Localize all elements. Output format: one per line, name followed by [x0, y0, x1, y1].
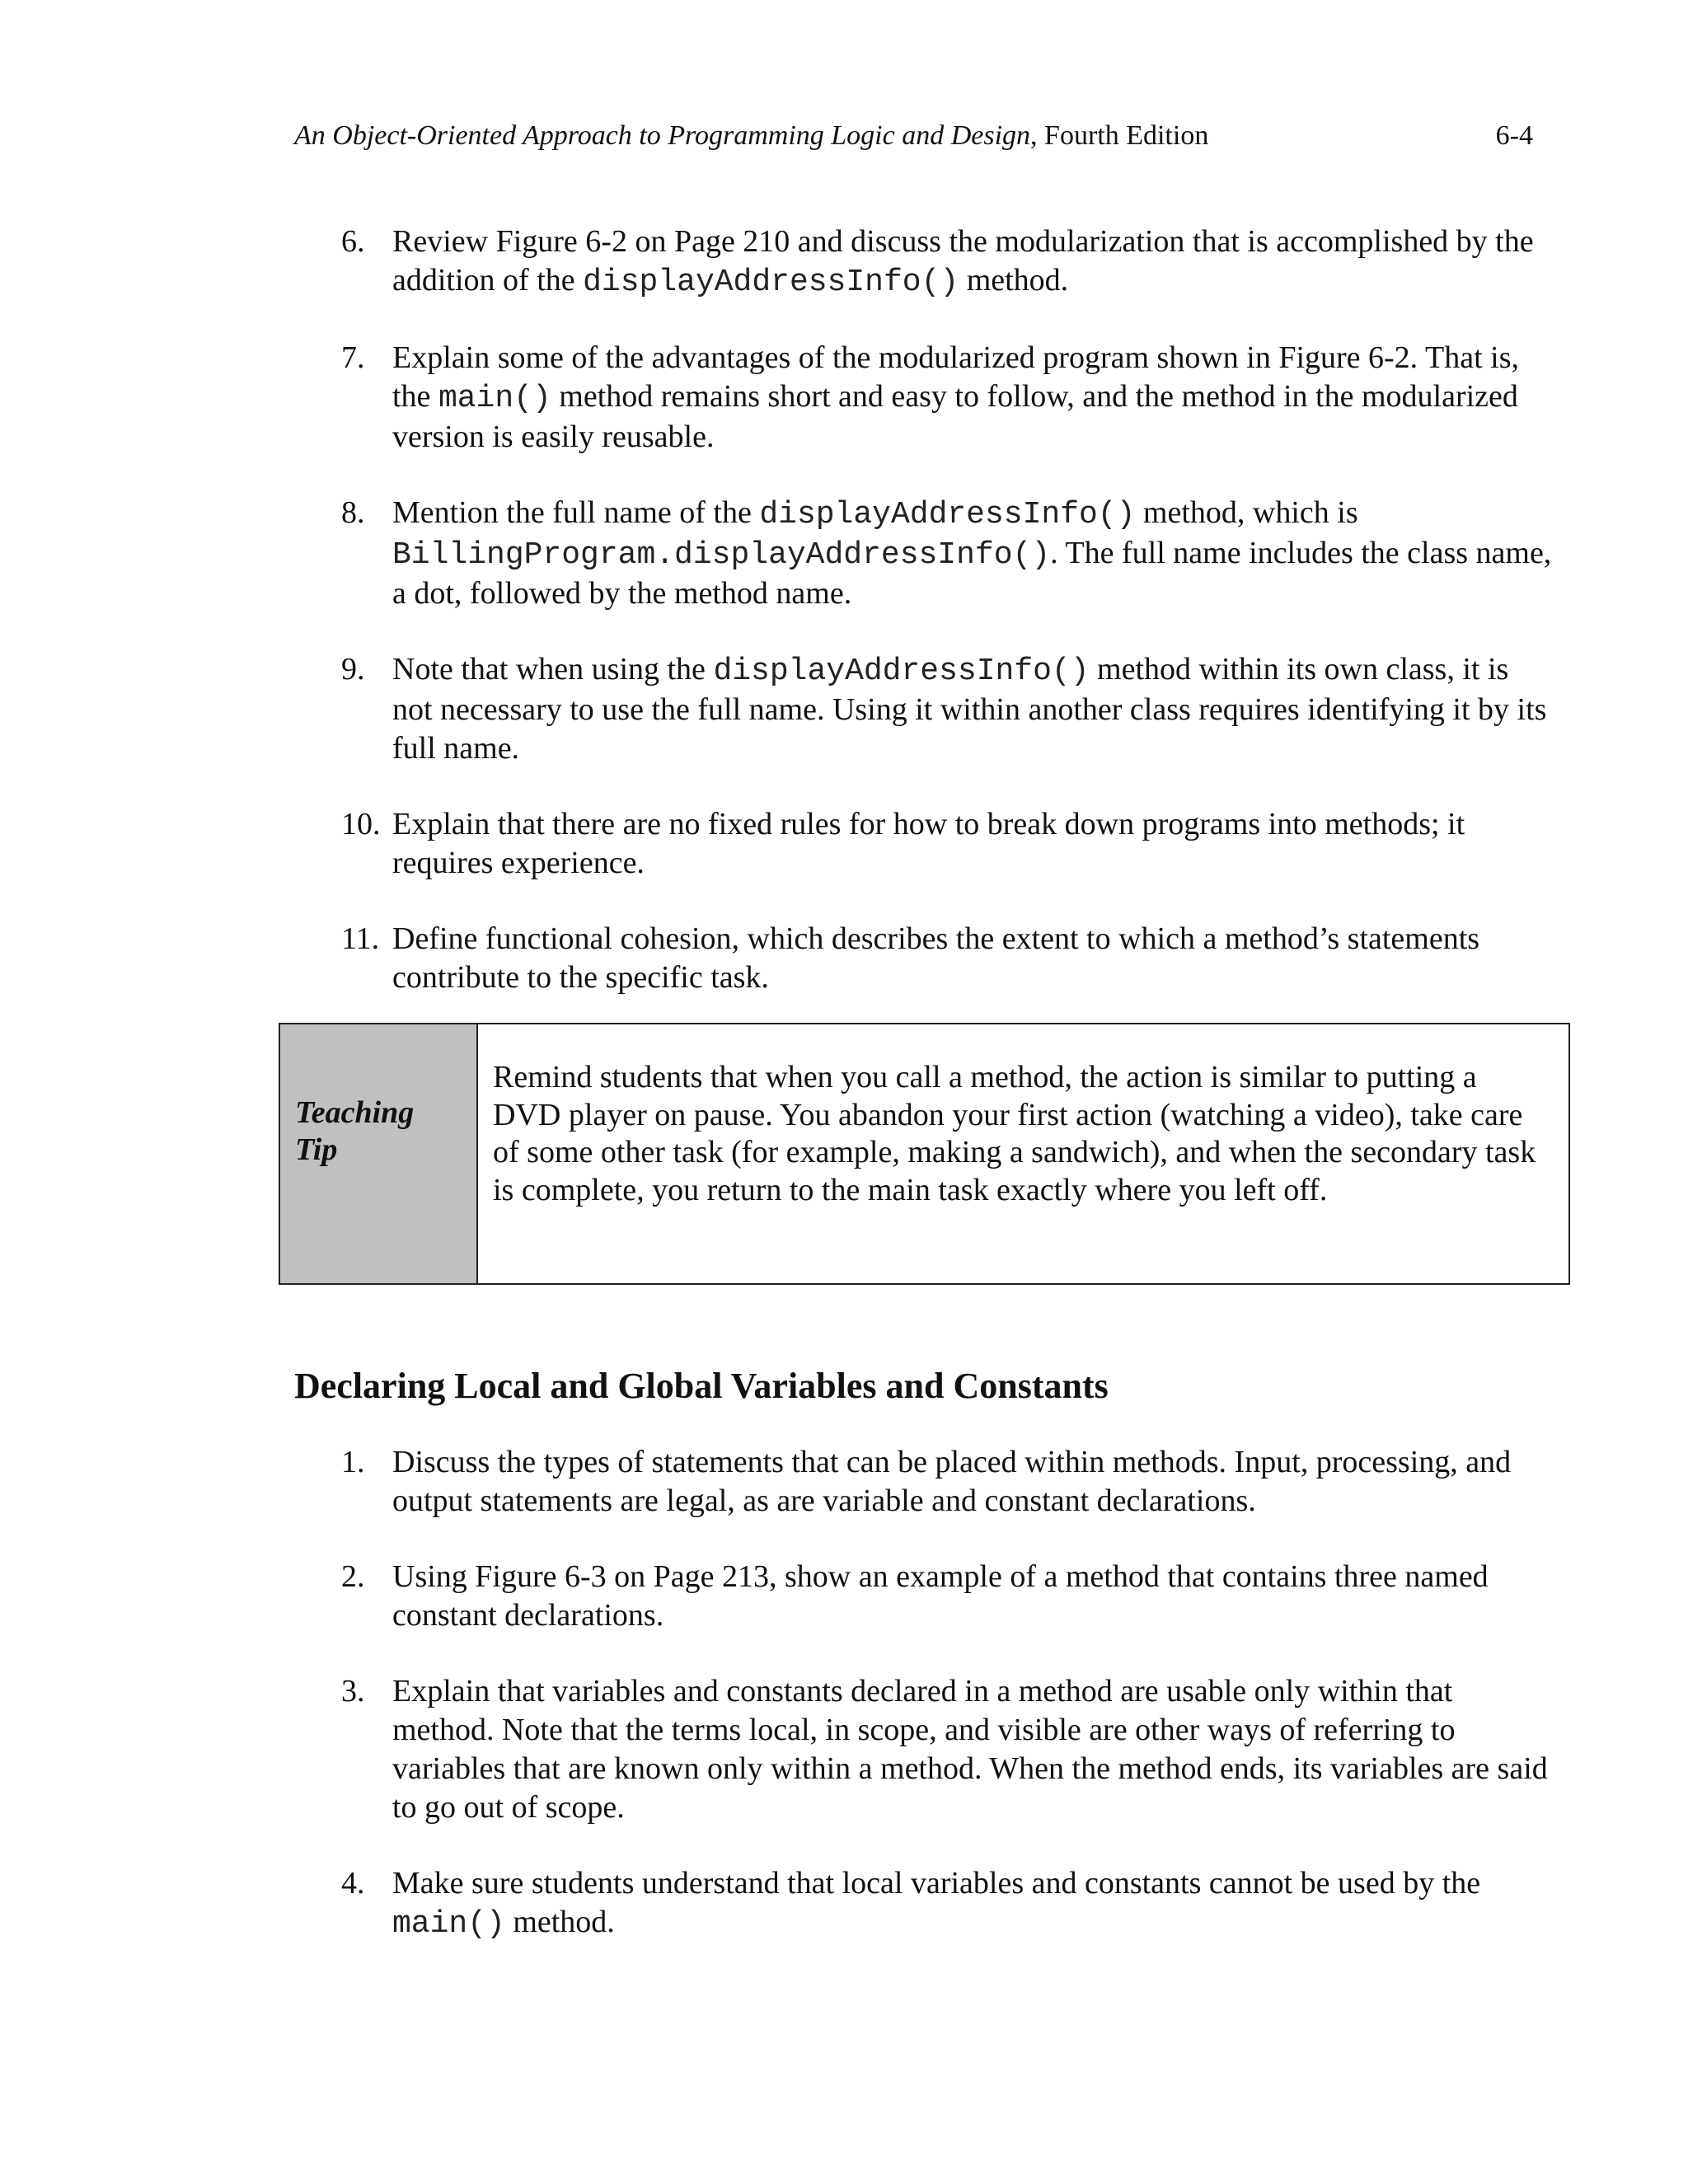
list-item [341, 339, 1553, 457]
list-item [341, 1443, 1553, 1521]
list-item-text: Explain that there are no fixed rules for how to break down programs into methods; it requires experience. [392, 807, 1465, 880]
list-item-text: Explain some of the advantages of the modularized program shown in Figure 6-2. That is, the [392, 340, 1519, 414]
list-item-text: Explain that variables and constants declared in a method are usable only within that method. Note that the terms local, in scope, and visible are other ways of referring to variables that are known only within a method. When the method ends, its variables are said to go out of scope. [392, 1674, 1548, 1825]
teaching-tip-box [279, 1023, 1570, 1285]
code-snippet: main() [438, 381, 551, 416]
list-item [341, 494, 1553, 613]
code-snippet: displayAddressInfo() [583, 265, 959, 300]
list-item-text: method. [959, 263, 1069, 298]
edition-text: , Fourth Edition [1030, 120, 1209, 151]
list-item [341, 1558, 1553, 1635]
list-item-number: 4. [341, 1866, 365, 1900]
code-snippet: displayAddressInfo() [713, 654, 1090, 689]
header-title [294, 120, 1208, 152]
list-item [341, 1672, 1553, 1827]
list-item-text: Define functional cohesion, which describes the extent to which a method’s statements contribute to the specific task. [392, 921, 1480, 995]
list-item-number: 9. [341, 652, 365, 687]
list-item-number: 6. [341, 224, 365, 259]
list-item-text: method within its own class, it is not necessary to use the full name. Using it within another class requires identifying it by its full name. [392, 652, 1547, 766]
code-snippet: main() [392, 1906, 505, 1942]
list-item [341, 805, 1553, 883]
list-item-number: 10. [341, 807, 381, 841]
list-item-text: Discuss the types of statements that can be placed within methods. Input, processing, and output statements are legal, as are variable and constant declarations. [392, 1445, 1512, 1518]
list-item [341, 650, 1553, 768]
list-item [341, 1864, 1553, 1943]
list-item-number: 2. [341, 1559, 365, 1594]
list-item-text: Note that when using the [392, 652, 714, 687]
page-header [294, 120, 1533, 162]
list-item-number: 7. [341, 340, 365, 375]
list-item-number: 3. [341, 1674, 365, 1708]
tip-label-line: Teaching [295, 1095, 415, 1130]
code-snippet: displayAddressInfo() [759, 497, 1136, 532]
list-item-text: Using Figure 6-3 on Page 213, show an example of a method that contains three named constant declarations. [392, 1559, 1489, 1633]
tip-label-line: Tip [295, 1132, 338, 1167]
list-item-text: Make sure students understand that local variables and constants cannot be used by the [392, 1866, 1481, 1900]
code-snippet: BillingProgram.displayAddressInfo() [392, 537, 1051, 573]
teaching-tip-label [280, 1024, 478, 1283]
list-item-text: method. [504, 1905, 615, 1939]
list-item-number: 1. [341, 1445, 365, 1479]
list-item-text: . The full name includes the class name, a dot, followed by the method name. [392, 536, 1552, 611]
list-item [341, 223, 1553, 302]
list-item [341, 920, 1553, 997]
discussion-list-variables [341, 1443, 1553, 1980]
page-number: 6-4 [1495, 120, 1533, 151]
list-item-text: Review Figure 6-2 on Page 210 and discuss the modularization that is accomplished by the addition of the [392, 224, 1534, 298]
list-item-text: method remains short and easy to follow, and the method in the modularized version is easily reusable. [392, 379, 1518, 454]
list-item-number: 8. [341, 495, 365, 530]
list-item-text: method, which is [1135, 495, 1358, 530]
teaching-tip-body: Remind students that when you call a method, the action is similar to putting a DVD player on pause. You abandon your first action (watching a video), take care of some other task (for example, making a sandwich), and when the secondary task is complete, you return to the main task exactly where you left off. [493, 1060, 1536, 1207]
discussion-list-methods [341, 223, 1553, 1034]
section-heading: Declaring Local and Global Variables and Constants [294, 1366, 1109, 1406]
list-item-text: Mention the full name of the [392, 495, 760, 530]
list-item-number: 11. [341, 921, 380, 956]
book-title: An Object-Oriented Approach to Programming Logic and Design [294, 120, 1031, 151]
